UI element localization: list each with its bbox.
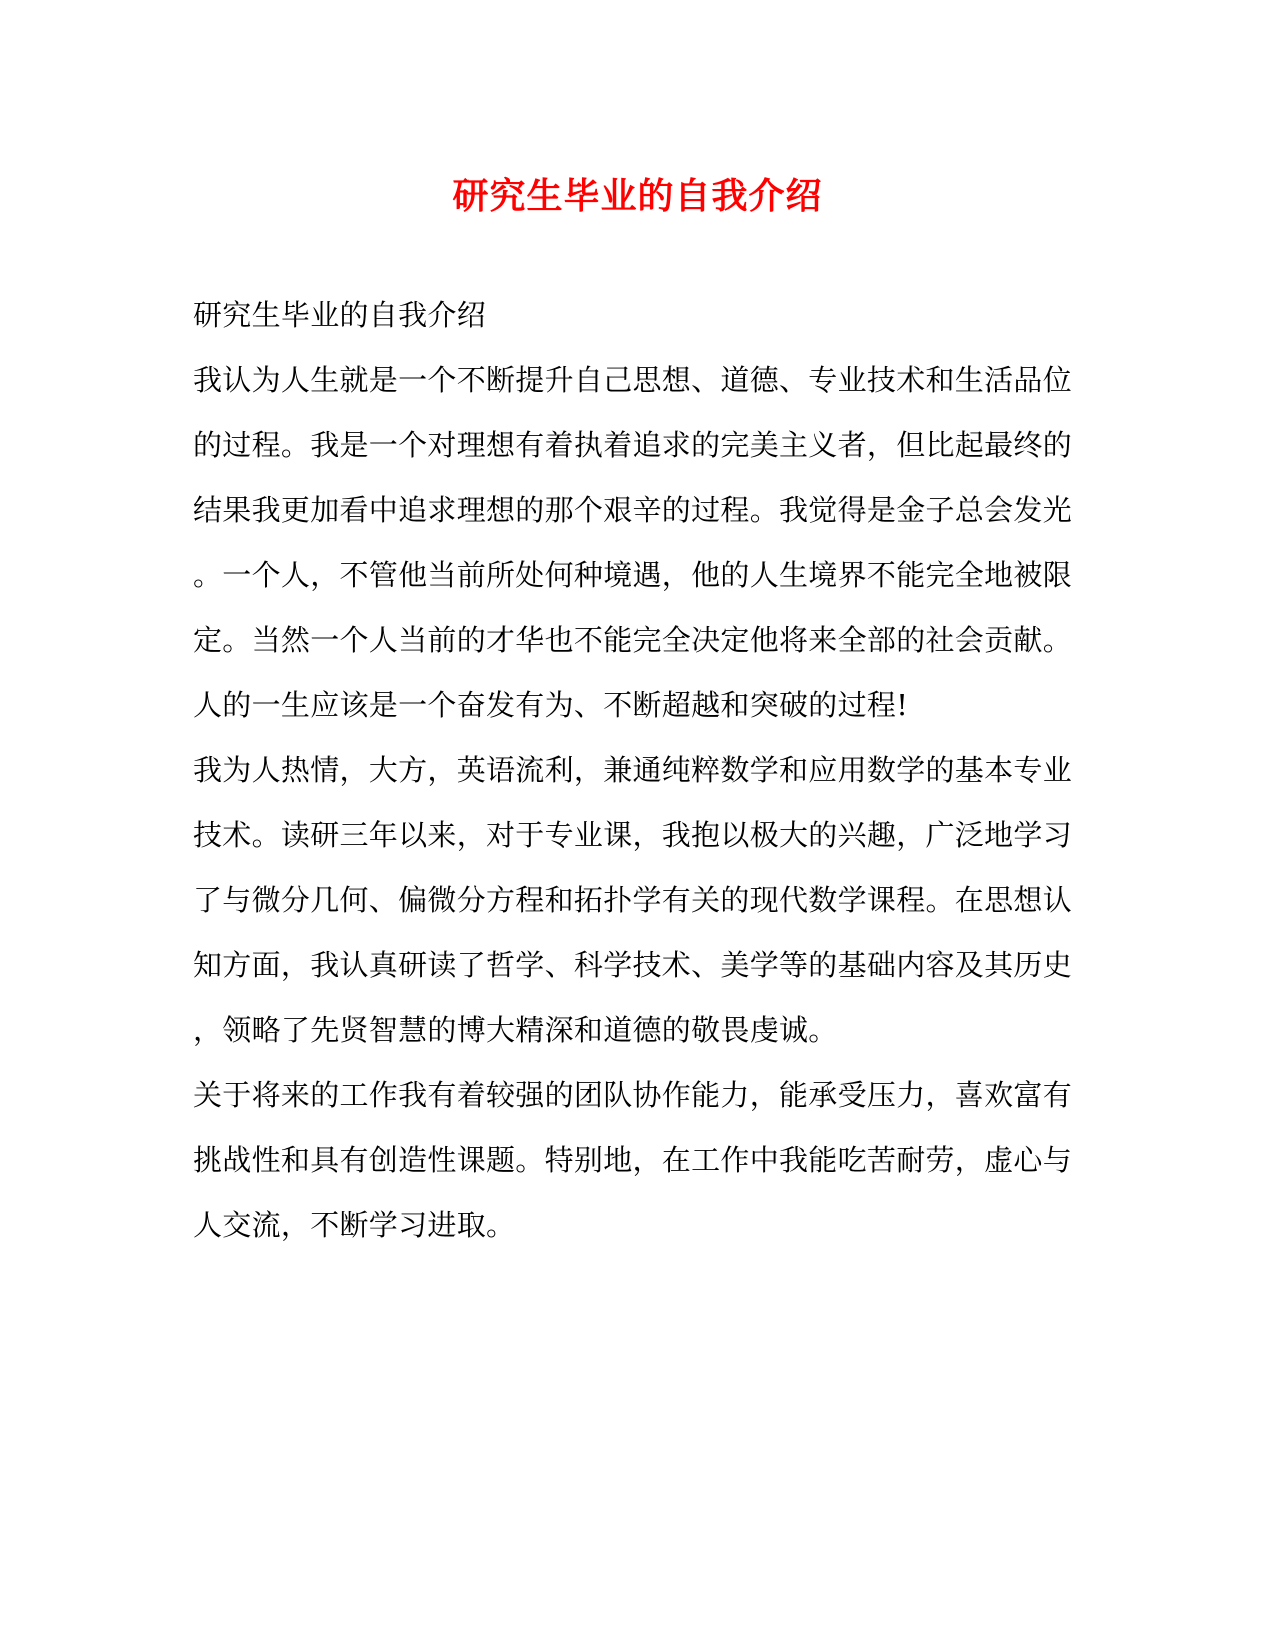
text-line: 人交流，不断学习进取。	[193, 1208, 516, 1242]
text-line: 我认为人生就是一个不断提升自己思想、道德、专业技术和生活品位	[193, 363, 1073, 397]
text-line: 技术。读研三年以来，对于专业课，我抱以极大的兴趣，广泛地学习	[193, 818, 1073, 852]
text-line: 研究生毕业的自我介绍	[193, 298, 487, 332]
text-line: 。一个人，不管他当前所处何种境遇，他的人生境界不能完全地被限	[193, 558, 1073, 592]
text-line: 定。当然一个人当前的才华也不能完全决定他将来全部的社会贡献。	[193, 623, 1073, 657]
document-body	[193, 283, 1073, 1258]
text-line: ，领略了先贤智慧的博大精深和道德的敬畏虔诚。	[193, 1013, 838, 1047]
text-line: 关于将来的工作我有着较强的团队协作能力，能承受压力，喜欢富有	[193, 1078, 1073, 1112]
text-line: 我为人热情，大方，英语流利，兼通纯粹数学和应用数学的基本专业	[193, 753, 1073, 787]
text-line: 挑战性和具有创造性课题。特别地，在工作中我能吃苦耐劳，虚心与	[193, 1143, 1073, 1177]
text-line: 了与微分几何、偏微分方程和拓扑学有关的现代数学课程。在思想认	[193, 883, 1073, 917]
document-title: 研究生毕业的自我介绍	[452, 175, 823, 217]
text-line: 的过程。我是一个对理想有着执着追求的完美主义者，但比起最终的	[193, 428, 1073, 462]
text-line: 人的一生应该是一个奋发有为、不断超越和突破的过程!	[193, 688, 909, 722]
text-line: 结果我更加看中追求理想的那个艰辛的过程。我觉得是金子总会发光	[193, 493, 1073, 527]
text-line: 知方面，我认真研读了哲学、科学技术、美学等的基础内容及其历史	[193, 948, 1073, 982]
